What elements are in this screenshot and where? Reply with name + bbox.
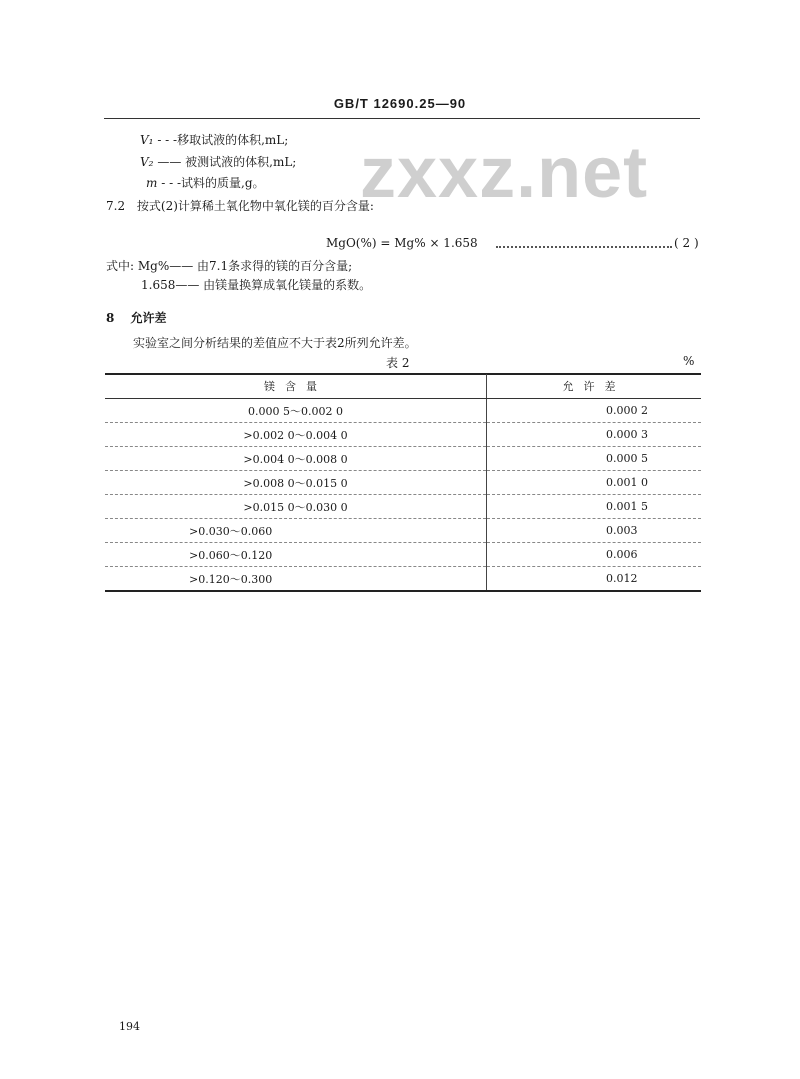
- table-cell: >0.015 0～0.030 0: [105, 495, 487, 519]
- table-row: [105, 399, 701, 423]
- definition-text: —— 被测试液的体积,mL;: [157, 155, 297, 169]
- formula-number: ( 2 ): [674, 236, 699, 250]
- table-row: [105, 495, 701, 519]
- table-cell: 0.003: [487, 519, 702, 543]
- table-cell: >0.120～0.300: [105, 567, 487, 592]
- section-8-heading: [106, 309, 167, 326]
- section-number: 8: [106, 311, 115, 325]
- watermark: zxxz.net: [360, 133, 649, 213]
- table-cell: >0.030～0.060: [105, 519, 487, 543]
- table-unit: %: [683, 354, 695, 368]
- table-cell: 0.001 0: [487, 471, 702, 495]
- table-cell: 0.006: [487, 543, 702, 567]
- document-header: GB/T 12690.25—90: [333, 96, 467, 111]
- table-row: [105, 543, 701, 567]
- definition-symbol: m: [146, 176, 158, 190]
- table-cell: >0.060～0.120: [105, 543, 487, 567]
- table-cell: 0.000 2: [487, 399, 702, 423]
- section-title: 允许差: [130, 311, 167, 325]
- definition-v2: [140, 153, 296, 170]
- table-cell: 0.012: [487, 567, 702, 592]
- column-header-mg-content: 镁含量: [105, 374, 487, 399]
- table-cell: 0.000 5: [487, 447, 702, 471]
- table-row: [105, 423, 701, 447]
- definition-v1: [140, 131, 288, 148]
- definition-text: - - -移取试液的体积,mL;: [157, 133, 289, 147]
- table-row: [105, 471, 701, 495]
- table-cell: 0.001 5: [487, 495, 702, 519]
- table-header-row: [105, 374, 701, 399]
- column-header-tolerance: 允许差: [487, 374, 702, 399]
- table-row: [105, 519, 701, 543]
- page-number: 194: [119, 1020, 140, 1033]
- formula-def-2: 1.658—— 由镁量换算成氧化镁量的系数。: [141, 278, 372, 292]
- formula-def-1: 式中: Mg%—— 由7.1条求得的镁的百分含量;: [106, 259, 353, 273]
- formula-expression: MgO(%) = Mg% × 1.658: [326, 236, 478, 250]
- definition-symbol: V₁: [140, 133, 154, 147]
- table-cell: >0.004 0～0.008 0: [105, 447, 487, 471]
- table-cell: >0.002 0～0.004 0: [105, 423, 487, 447]
- table-cell: 0.000 3: [487, 423, 702, 447]
- table-row: [105, 567, 701, 592]
- definition-symbol: V₂: [140, 155, 154, 169]
- formula-leader-dots: [496, 234, 672, 248]
- table-cell: 0.000 5～0.002 0: [105, 399, 487, 423]
- clause-text: 按式(2)计算稀土氧化物中氧化镁的百分含量:: [136, 199, 374, 213]
- table-cell: >0.008 0～0.015 0: [105, 471, 487, 495]
- table-row: [105, 447, 701, 471]
- allowable-difference-table: [105, 374, 701, 592]
- clause-7-2: [106, 197, 374, 214]
- definition-text: - - -试料的质量,g。: [161, 176, 265, 190]
- header-rule: [104, 118, 700, 119]
- definition-m: [146, 174, 265, 191]
- table-caption: 表 2: [386, 356, 410, 370]
- section-8-paragraph: 实验室之间分析结果的差值应不大于表2所列允许差。: [133, 336, 417, 350]
- clause-number: 7.2: [106, 199, 126, 213]
